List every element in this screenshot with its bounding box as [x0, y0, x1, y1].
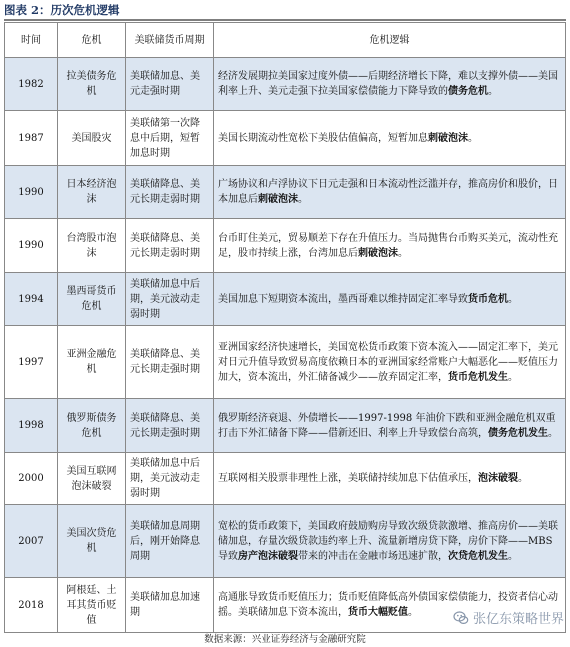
table-header-row — [5, 23, 566, 58]
row-logic-emphasis: 泡沫破裂 — [478, 473, 518, 484]
table-row — [5, 111, 566, 166]
table-row — [5, 166, 566, 219]
table-row — [5, 453, 566, 505]
row-logic: 经济发展期拉美国家过度外债——后期经济增长下降，难以支撑外债——美国利率上升、美元走强下拉美国家偿债能力下降导致的债务危机。 — [218, 71, 558, 97]
row-year: 1997 — [18, 356, 44, 368]
watermark-text: 张亿东策略世界 — [472, 612, 564, 627]
row-logic: 高通胀导致货币贬值压力；货币贬值降低高外债国家偿债能力，投资者信心动摇。美联储加息下资本流出，货币大幅贬值。 — [218, 592, 558, 618]
row-logic: 台币盯住美元，贸易顺差下存在升值压力。当局抛售台币购买美元，流动性充足，股市持续上涨，台湾加息后刺破泡沫。 — [218, 232, 558, 259]
row-crisis: 俄罗斯债务危机 — [66, 412, 117, 439]
title-divider — [4, 19, 566, 21]
row-year: 1990 — [18, 186, 44, 198]
row-crisis: 拉美债务危机 — [66, 71, 117, 97]
row-crisis: 美国次贷危机 — [66, 528, 117, 554]
row-logic-emphasis: 货币危机 — [468, 293, 508, 305]
row-logic-emphasis: 刺破泡沫 — [258, 194, 298, 205]
row-crisis: 台湾股市泡沫 — [66, 232, 117, 259]
row-logic: 互联网相关股票非理性上涨，美联储持续加息下估值承压，泡沫破裂。 — [218, 473, 528, 484]
header-logic: 危机逻辑 — [214, 23, 566, 58]
row-logic-emphasis-2: 次贷危机发生 — [448, 550, 508, 562]
row-year: 2000 — [18, 473, 44, 484]
row-logic-emphasis: 债务危机 — [448, 86, 488, 97]
row-cycle: 美联储加息中后期，美元波动走弱时期 — [130, 458, 200, 499]
header-year: 时间 — [5, 23, 58, 58]
row-crisis: 亚洲金融危机 — [66, 349, 117, 375]
row-crisis: 阿根廷、土耳其货币贬值 — [66, 584, 117, 626]
row-logic-emphasis: 刺破泡沫 — [358, 247, 398, 259]
row-year: 1987 — [18, 132, 44, 144]
row-logic-emphasis: 房产泡沫破裂 — [238, 550, 298, 562]
row-crisis: 美国互联网泡沫破裂 — [66, 465, 117, 492]
data-source-note: 数据来源：兴业证券经济与金融研究院 — [204, 634, 366, 645]
wechat-icon — [453, 610, 469, 626]
row-logic: 亚洲国家经济快速增长，美国宽松货币政策下资本流入——固定汇率下，美元对日元升值导致贸易高度依赖日本的亚洲国家经常账户大幅恶化——贬值压力加大，资本流出，外汇储备减少——放弃固定汇率，货币危机发生。 — [218, 341, 558, 383]
row-year: 1998 — [18, 420, 44, 431]
row-cycle: 美联储降息、美元长期走弱时期 — [130, 179, 200, 205]
row-crisis: 美国股灾 — [71, 132, 112, 144]
row-year: 1982 — [18, 78, 44, 90]
figure-title: 图表 2：历次危机逻辑 — [4, 3, 120, 17]
watermark — [453, 608, 564, 627]
row-logic: 俄罗斯经济衰退、外债增长——1997-1998 年油价下跌和亚洲金融危机双重打击下外汇储备下降——借新还旧、利率上升导致偿台高筑，债务危机发生。 — [218, 412, 558, 439]
row-logic: 宽松的货币政策下，美国政府鼓励购房导致次级贷款激增、推高房价——美联储加息，存量次级贷款违约率上升、流量新增房贷下降，房价下降——MBS 导致房产泡沫破裂带来的冲击在金融市场迅速扩散，次贷危机发生。 — [218, 520, 558, 562]
row-year: 2018 — [18, 599, 44, 611]
row-logic-emphasis: 债务危机发生 — [488, 427, 548, 439]
row-logic: 美国加息下短期资本流出，墨西哥难以维持固定汇率导致货币危机。 — [218, 293, 518, 305]
row-year: 1994 — [18, 293, 44, 305]
header-crisis: 危机 — [58, 23, 126, 58]
row-crisis: 墨西哥货币危机 — [66, 286, 117, 312]
table-row — [5, 273, 566, 326]
row-logic-emphasis: 刺破泡沫 — [428, 132, 468, 144]
row-logic-emphasis: 货币危机发生 — [448, 371, 508, 383]
header-cycle: 美联储货币周期 — [126, 23, 214, 58]
table-row — [5, 219, 566, 273]
row-logic: 美国长期流动性宽松下美股估值偏高，短暂加息刺破泡沫。 — [218, 132, 478, 144]
row-cycle: 美联储降息、美元长期走强时期 — [130, 412, 200, 439]
row-crisis: 日本经济泡沫 — [66, 179, 117, 205]
table-row — [5, 399, 566, 453]
row-cycle: 美联储第一次降息中后期，短暂加息时期 — [130, 117, 200, 159]
row-year: 2007 — [18, 535, 44, 547]
table-row — [5, 326, 566, 399]
row-year: 1990 — [18, 240, 44, 251]
row-cycle: 美联储降息、美元长期走弱时期 — [130, 232, 200, 259]
row-cycle: 美联储加息、美元走强时期 — [130, 71, 200, 97]
table-row — [5, 58, 566, 111]
row-cycle: 美联储加息中后期，美元波动走弱时期 — [130, 278, 200, 320]
row-cycle: 美联储降息、美元长期走强时期 — [130, 349, 200, 375]
crisis-logic-table — [4, 22, 566, 633]
row-cycle: 美联储加息周期后，刚开始降息周期 — [130, 520, 200, 562]
row-logic-emphasis: 货币大幅贬值 — [348, 607, 408, 618]
row-cycle: 美联储加息加速期 — [130, 592, 200, 618]
table-row — [5, 505, 566, 578]
row-logic: 广场协议和卢浮协议下日元走强和日本流动性泛滥并存，推高房价和股价，日本加息后刺破泡沫。 — [218, 179, 558, 205]
